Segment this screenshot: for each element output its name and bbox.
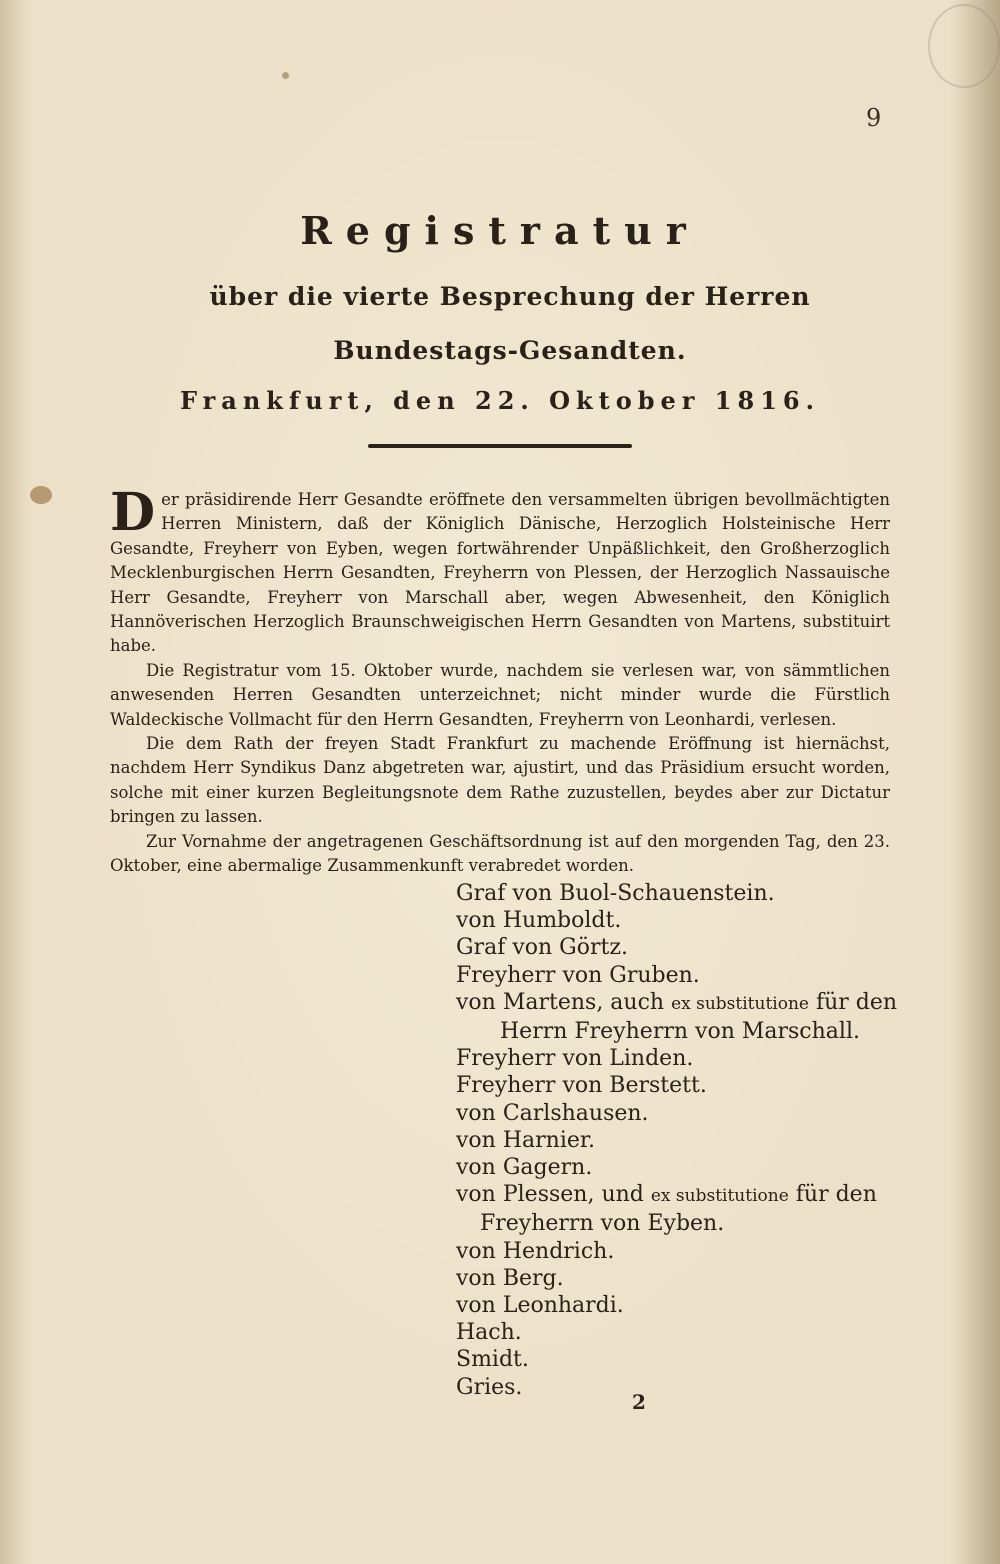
document-title: Registratur bbox=[300, 208, 700, 253]
page-number: 9 bbox=[866, 104, 882, 132]
signatory: Graf von Buol-Schauenstein. bbox=[456, 881, 775, 906]
separator-rule bbox=[368, 444, 632, 448]
signatory: Freyherr von Gruben. bbox=[456, 962, 700, 988]
signatory: von Humboldt. bbox=[456, 908, 622, 934]
signatory-continuation: Freyherrn von Eyben. bbox=[480, 1211, 725, 1237]
signatory-list bbox=[456, 880, 896, 1401]
document-subtitle: über die vierte Besprechung der Herren Bundestags-Gesandten. bbox=[209, 282, 811, 365]
stain-spot bbox=[30, 486, 52, 504]
signatory bbox=[456, 1181, 896, 1210]
signatory: von Gagern. bbox=[456, 1155, 593, 1181]
drop-cap: D bbox=[110, 482, 156, 543]
signatory: von Berg. bbox=[456, 1265, 564, 1291]
signatory: von Carlshausen. bbox=[456, 1100, 649, 1126]
printer-signature-mark: 2 bbox=[632, 1390, 646, 1414]
body-text bbox=[110, 482, 890, 879]
signatory: Graf von Görtz. bbox=[456, 935, 628, 961]
signatory: Gries. bbox=[456, 1374, 523, 1400]
signatory: Hach. bbox=[456, 1320, 522, 1346]
latin-phrase: ex substitutione bbox=[671, 993, 809, 1014]
signatory-name: von Plessen, und bbox=[456, 1182, 644, 1208]
signatory-continuation: Herrn Freyherrn von Marschall. bbox=[500, 1019, 860, 1045]
signatory: Freyherr von Berstett. bbox=[456, 1073, 707, 1099]
dateline: Frankfurt, den 22. Oktober 1816. bbox=[180, 386, 820, 415]
signatory: Smidt. bbox=[456, 1347, 529, 1373]
signatory bbox=[456, 989, 896, 1018]
paragraph-3: Die dem Rath der freyen Stadt Frankfurt zu machende Eröffnung ist hiernächst, nachdem Herr Syndikus Danz abgetreten war, ajustirt, und das Präsidium ersucht worden, solche mit einer kurzen Begleitungsnote dem Rathe zuzustellen, beydes aber zur Dictatur bringen zu lassen. bbox=[110, 734, 890, 827]
signatory: Freyherr von Linden. bbox=[456, 1046, 694, 1072]
signatory: von Leonhardi. bbox=[456, 1293, 624, 1319]
paragraph-4: Zur Vornahme der angetragenen Geschäftsordnung ist auf den morgenden Tag, den 23. Oktober, eine abermalige Zusammenkunft verabredet worden. bbox=[110, 831, 890, 876]
signatory-suffix: für den bbox=[795, 1182, 877, 1208]
signatory: von Harnier. bbox=[456, 1127, 595, 1153]
paragraph-2: Die Registratur vom 15. Oktober wurde, nachdem sie verlesen war, von sämmtlichen anwesenden Herren Gesandten unterzeichnet; nicht minder wurde die Fürstlich Waldeckische Vollmacht für den Herrn Gesandten, Freyherrn von Leonhardi, verlesen. bbox=[110, 660, 890, 729]
signatory-name: von Martens, auch bbox=[456, 989, 665, 1015]
paragraph-1 bbox=[110, 482, 890, 659]
ink-spot bbox=[282, 72, 289, 79]
latin-phrase: ex substitutione bbox=[650, 1186, 789, 1207]
signatory: von Hendrich. bbox=[456, 1238, 615, 1264]
signatory-suffix: für den bbox=[815, 989, 898, 1015]
library-stamp bbox=[928, 4, 1000, 88]
paragraph-1-text: er präsidirende Herr Gesandte eröffnete den versammelten übrigen bevollmächtigten Herren Ministern, daß der Königlich Dänische, Herzoglich Holsteinische Herr Gesandte, Freyherr von Eyben, wegen fortwährender Unpäßlichkeit, den Großherzoglich Mecklenburgischen Herrn Gesandten, Freyherrn von Plessen, der Herzoglich Nassauische Herr Gesandte, Freyherr von Marschall aber, wegen Abwesenheit, den Königlich Hannöverischen Herzoglich Braunschweigischen Herrn Gesandten von Martens, substituirt habe. bbox=[110, 490, 890, 656]
